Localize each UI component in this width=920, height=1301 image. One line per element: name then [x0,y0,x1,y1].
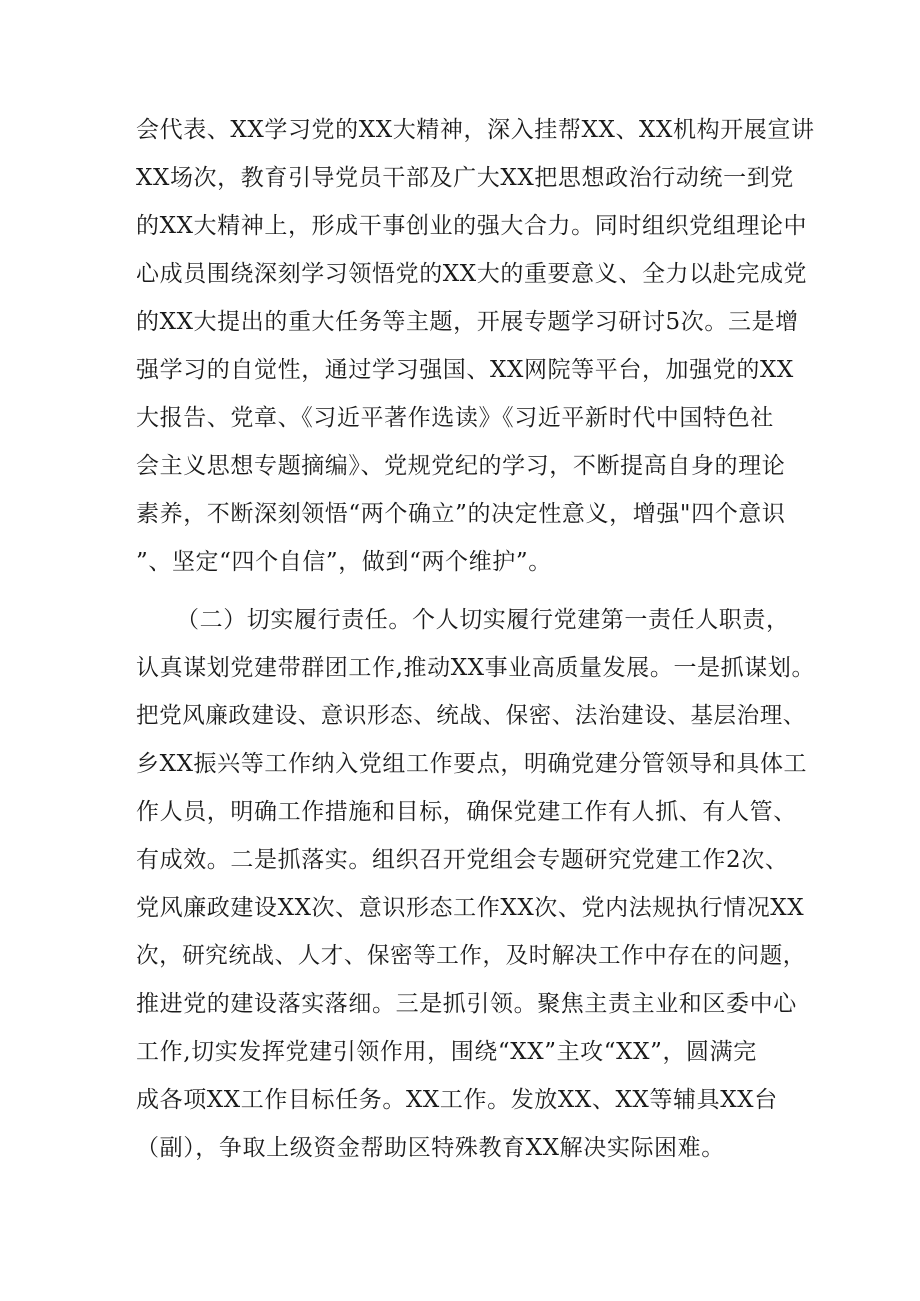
text-line: 的XX大提出的重大任务等主题，开展专题学习研讨5次。三是增 [136,309,799,335]
text-line: 大报告、党章、《习近平著作选读》《习近平新时代中国特色社 [136,405,774,431]
text-line: 素养，不断深刻领悟“两个确立”的决定性意义，增强"四个意识 [136,501,786,527]
text-line: 次，研究统战、人才、保密等工作，及时解决工作中存在的问题， [136,943,806,969]
text-line: 会代表、XX学习党的XX大精神，深入挂帮XX、XX机构开展宣讲 [136,117,815,143]
text-line: 会主义思想专题摘编》、党规党纪的学习，不断提高自身的理论 [136,453,786,479]
text-line: 成各项XX工作目标任务。XX工作。发放XX、XX等辅具XX台 [136,1087,778,1113]
text-line: 推进党的建设落实落细。三是抓引领。聚焦主责主业和区委中心 [136,991,797,1017]
paragraph-heading-line: （二）切实履行责任。个人切实履行党建第一责任人职责， [176,607,790,633]
text-line: XX场次，教育引导党员干部及广大XX把思想政治行动统一到党 [136,165,794,191]
text-line: 有成效。二是抓落实。组织召开党组会专题研究党建工作2次、 [136,847,789,873]
text-line: ”、坚定“四个自信”，做到“两个维护”。 [136,549,552,575]
text-line: （副），争取上级资金帮助区特殊教育XX解决实际困难。 [136,1135,725,1161]
text-line: 心成员围绕深刻学习领悟党的XX大的重要意义、全力以赴完成党 [136,261,808,287]
text-line: 把党风廉政建设、意识形态、统战、保密、法治建设、基层治理、 [136,703,806,729]
text-line: 作人员，明确工作措施和目标，确保党建工作有人抓、有人管、 [136,799,797,825]
text-line: 认真谋划党建带群团工作,推动XX事业高质量发展。一是抓谋划。 [136,655,816,681]
text-line: 党风廉政建设XX次、意识形态工作XX次、党内法规执行情况XX [136,895,805,921]
text-line: 的XX大精神上，形成干事创业的强大合力。同时组织党组理论中 [136,213,808,239]
text-line: 乡XX振兴等工作纳入党组工作要点，明确党建分管领导和具体工 [136,751,808,777]
text-line: 强学习的自觉性，通过学习强国、XX网院等平台，加强党的XX [136,357,794,383]
text-line: 工作,切实发挥党建引领作用，围绕“XX”主攻“XX”，圆满完 [136,1039,757,1065]
